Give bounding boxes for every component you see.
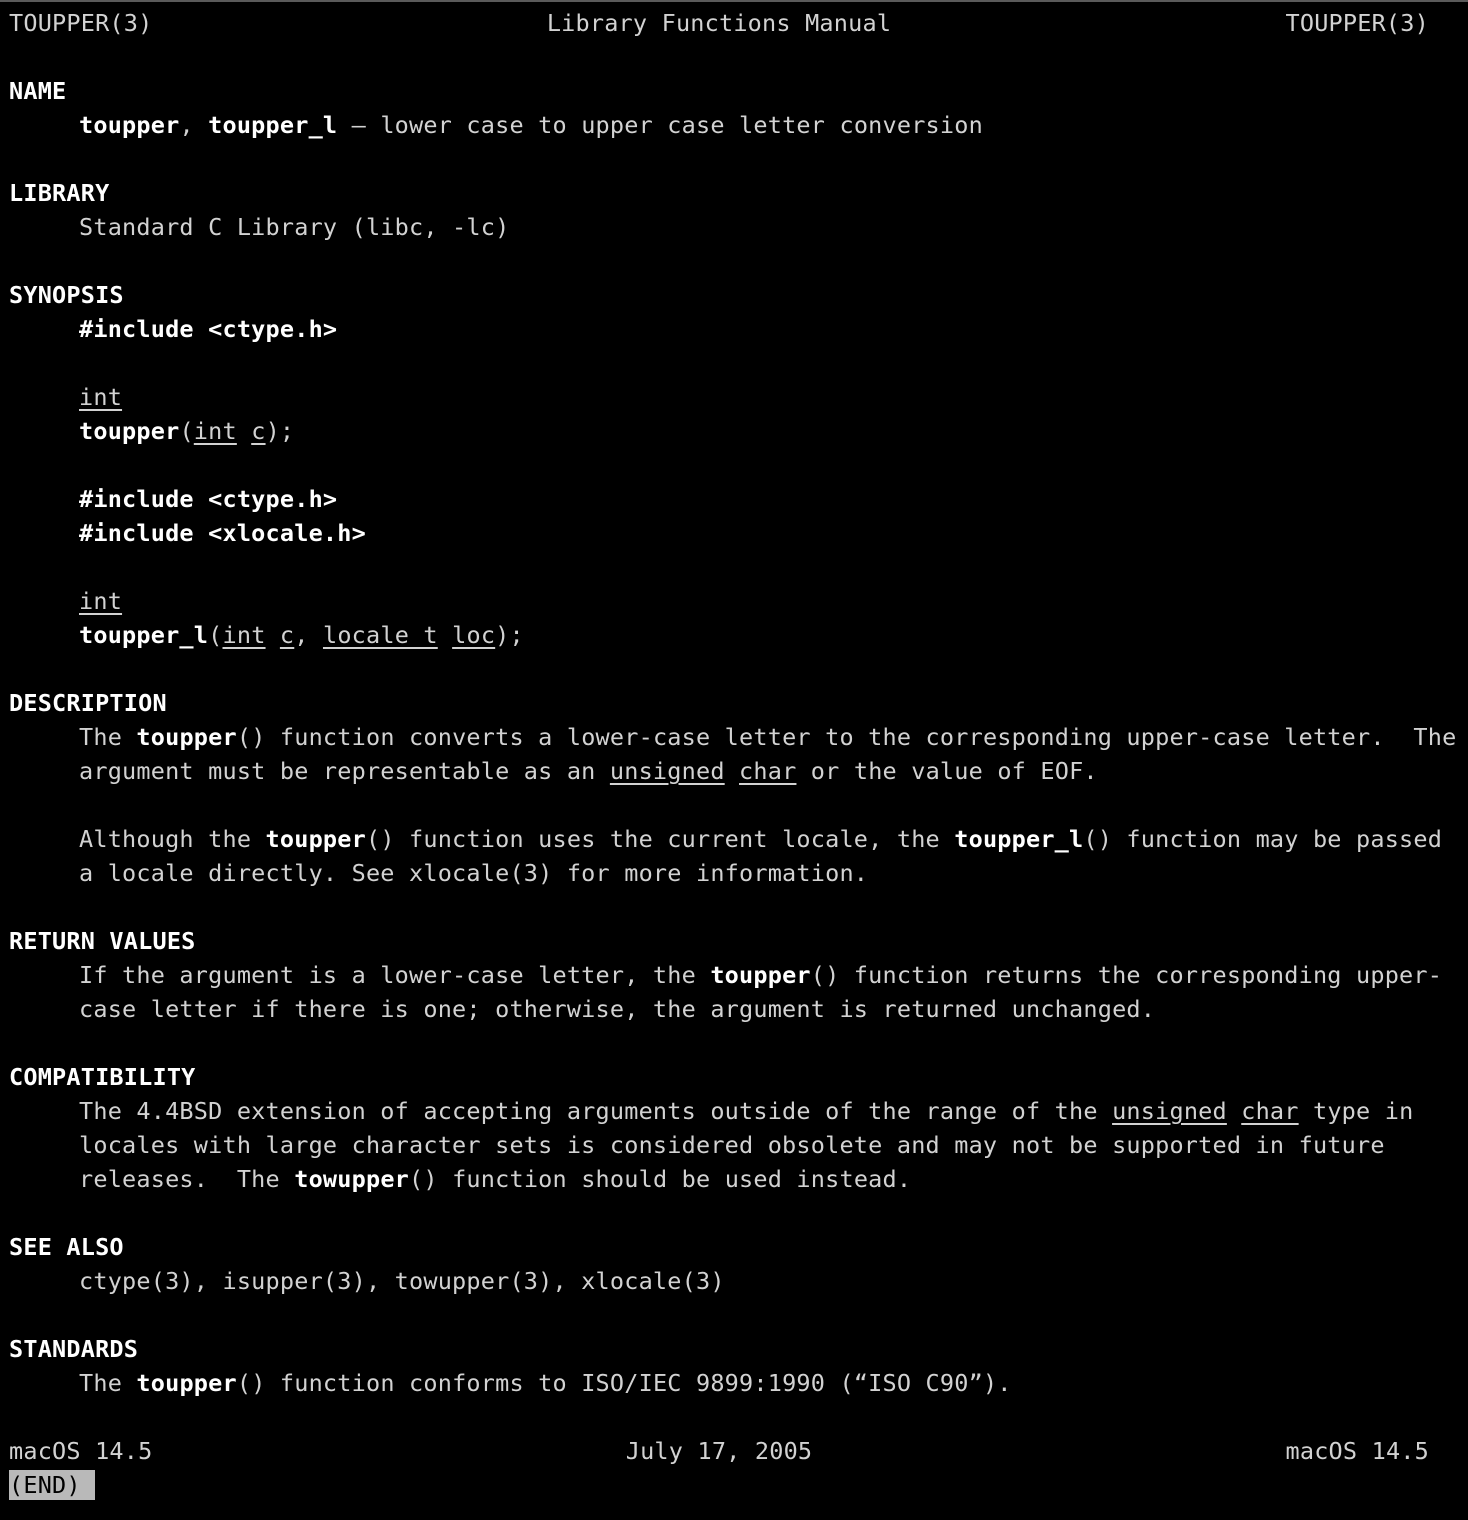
return-values-line-1	[9, 958, 1443, 992]
fn-toupper-l: toupper_l	[79, 621, 209, 649]
type-int: int	[79, 587, 123, 615]
header-center: Library Functions Manual	[546, 9, 892, 37]
synopsis-include-ctype: #include <ctype.h>	[79, 315, 338, 343]
compatibility-line-1	[9, 1094, 1429, 1128]
synopsis-include-xlocale: #include <xlocale.h>	[79, 519, 366, 547]
section-title-library: LIBRARY	[9, 179, 110, 207]
standards-line	[9, 1366, 1429, 1400]
text: type in	[1298, 1097, 1414, 1125]
library-text: Standard C Library (libc, -lc)	[79, 213, 510, 241]
name-sep: ,	[179, 111, 209, 139]
text: () function may be passed	[1083, 825, 1443, 853]
type-unsigned: unsigned	[609, 757, 725, 785]
synopsis-return-type	[9, 380, 1429, 414]
text: () function conforms to ISO/IEC 9899:1990 (“ISO C90”).	[236, 1369, 1012, 1397]
footer-right: macOS 14.5	[1285, 1437, 1429, 1465]
type-int: int	[222, 621, 266, 649]
description-line-1	[9, 720, 1457, 754]
synopsis-include-ctype-2: #include <ctype.h>	[79, 485, 338, 513]
name-line	[9, 108, 1429, 142]
paren-close: );	[495, 621, 524, 649]
pager-prompt-line	[9, 1468, 1429, 1502]
header-right: TOUPPER(3)	[1285, 9, 1429, 37]
fn-toupper-l: toupper_l	[954, 825, 1084, 853]
description-line-4: a locale directly. See xlocale(3) for more information.	[79, 859, 869, 887]
fn-toupper: toupper	[265, 825, 366, 853]
type-locale-t: locale_t	[322, 621, 438, 649]
comma: ,	[294, 621, 323, 649]
text: () function should be used instead.	[409, 1165, 912, 1193]
text: or the value of EOF.	[796, 757, 1098, 785]
man-page	[9, 6, 1457, 1502]
footer-center: July 17, 2005	[625, 1437, 813, 1465]
synopsis-toupper-l-proto	[9, 618, 1429, 652]
text: The	[79, 723, 137, 751]
section-title-standards: STANDARDS	[9, 1335, 139, 1363]
fn-toupper-l: toupper_l	[208, 111, 338, 139]
footer-left: macOS 14.5	[9, 1437, 153, 1465]
param-c: c	[251, 417, 266, 445]
text: () function uses the current locale, the	[365, 825, 955, 853]
text: () function converts a lower-case letter to the corresponding upper-case letter. The	[236, 723, 1457, 751]
section-title-see-also: SEE ALSO	[9, 1233, 124, 1261]
space	[266, 621, 280, 649]
synopsis-return-type-2	[9, 584, 1429, 618]
section-title-description: DESCRIPTION	[9, 689, 167, 717]
compatibility-line-3	[9, 1162, 1429, 1196]
param-c: c	[279, 621, 295, 649]
fn-toupper: toupper	[136, 1369, 237, 1397]
synopsis-toupper-proto	[9, 414, 1429, 448]
name-desc: – lower case to upper case letter conversion	[337, 111, 983, 139]
section-title-name: NAME	[9, 77, 67, 105]
space	[438, 621, 452, 649]
paren-open: (	[179, 417, 194, 445]
see-also-text: ctype(3), isupper(3), towupper(3), xlocale(3)	[79, 1267, 725, 1295]
description-line-2	[9, 754, 1429, 788]
compatibility-line-2: locales with large character sets is considered obsolete and may not be supported in future	[79, 1131, 1385, 1159]
space	[237, 417, 251, 445]
man-header	[9, 6, 1429, 40]
paren-close: );	[265, 417, 295, 445]
text: () function returns the corresponding upper-	[810, 961, 1443, 989]
section-title-compatibility: COMPATIBILITY	[9, 1063, 196, 1091]
type-int: int	[193, 417, 237, 445]
text: Although the	[79, 825, 266, 853]
description-line-3	[9, 822, 1443, 856]
type-char: char	[739, 757, 797, 785]
type-unsigned: unsigned	[1112, 1097, 1227, 1125]
header-left: TOUPPER(3)	[9, 9, 153, 37]
text: The 4.4BSD extension of accepting arguments outside of the range of the	[79, 1097, 1113, 1125]
type-char: char	[1241, 1097, 1299, 1125]
param-loc: loc	[452, 621, 496, 649]
fn-toupper: toupper	[79, 417, 180, 445]
section-title-synopsis: SYNOPSIS	[9, 281, 124, 309]
man-footer	[9, 1434, 1429, 1468]
fn-toupper: toupper	[136, 723, 237, 751]
text: The	[79, 1369, 137, 1397]
section-title-return-values: RETURN VALUES	[9, 927, 196, 955]
fn-towupper: towupper	[294, 1165, 410, 1193]
fn-toupper: toupper	[710, 961, 811, 989]
text: releases. The	[79, 1165, 295, 1193]
text: If the argument is a lower-case letter, the	[79, 961, 711, 989]
text: argument must be representable as an	[79, 757, 610, 785]
pager-end-prompt[interactable]: (END)	[9, 1470, 95, 1500]
return-values-line-2: case letter if there is one; otherwise, the argument is returned unchanged.	[79, 995, 1156, 1023]
fn-toupper: toupper	[79, 111, 180, 139]
paren-open: (	[208, 621, 223, 649]
type-int: int	[79, 383, 123, 411]
